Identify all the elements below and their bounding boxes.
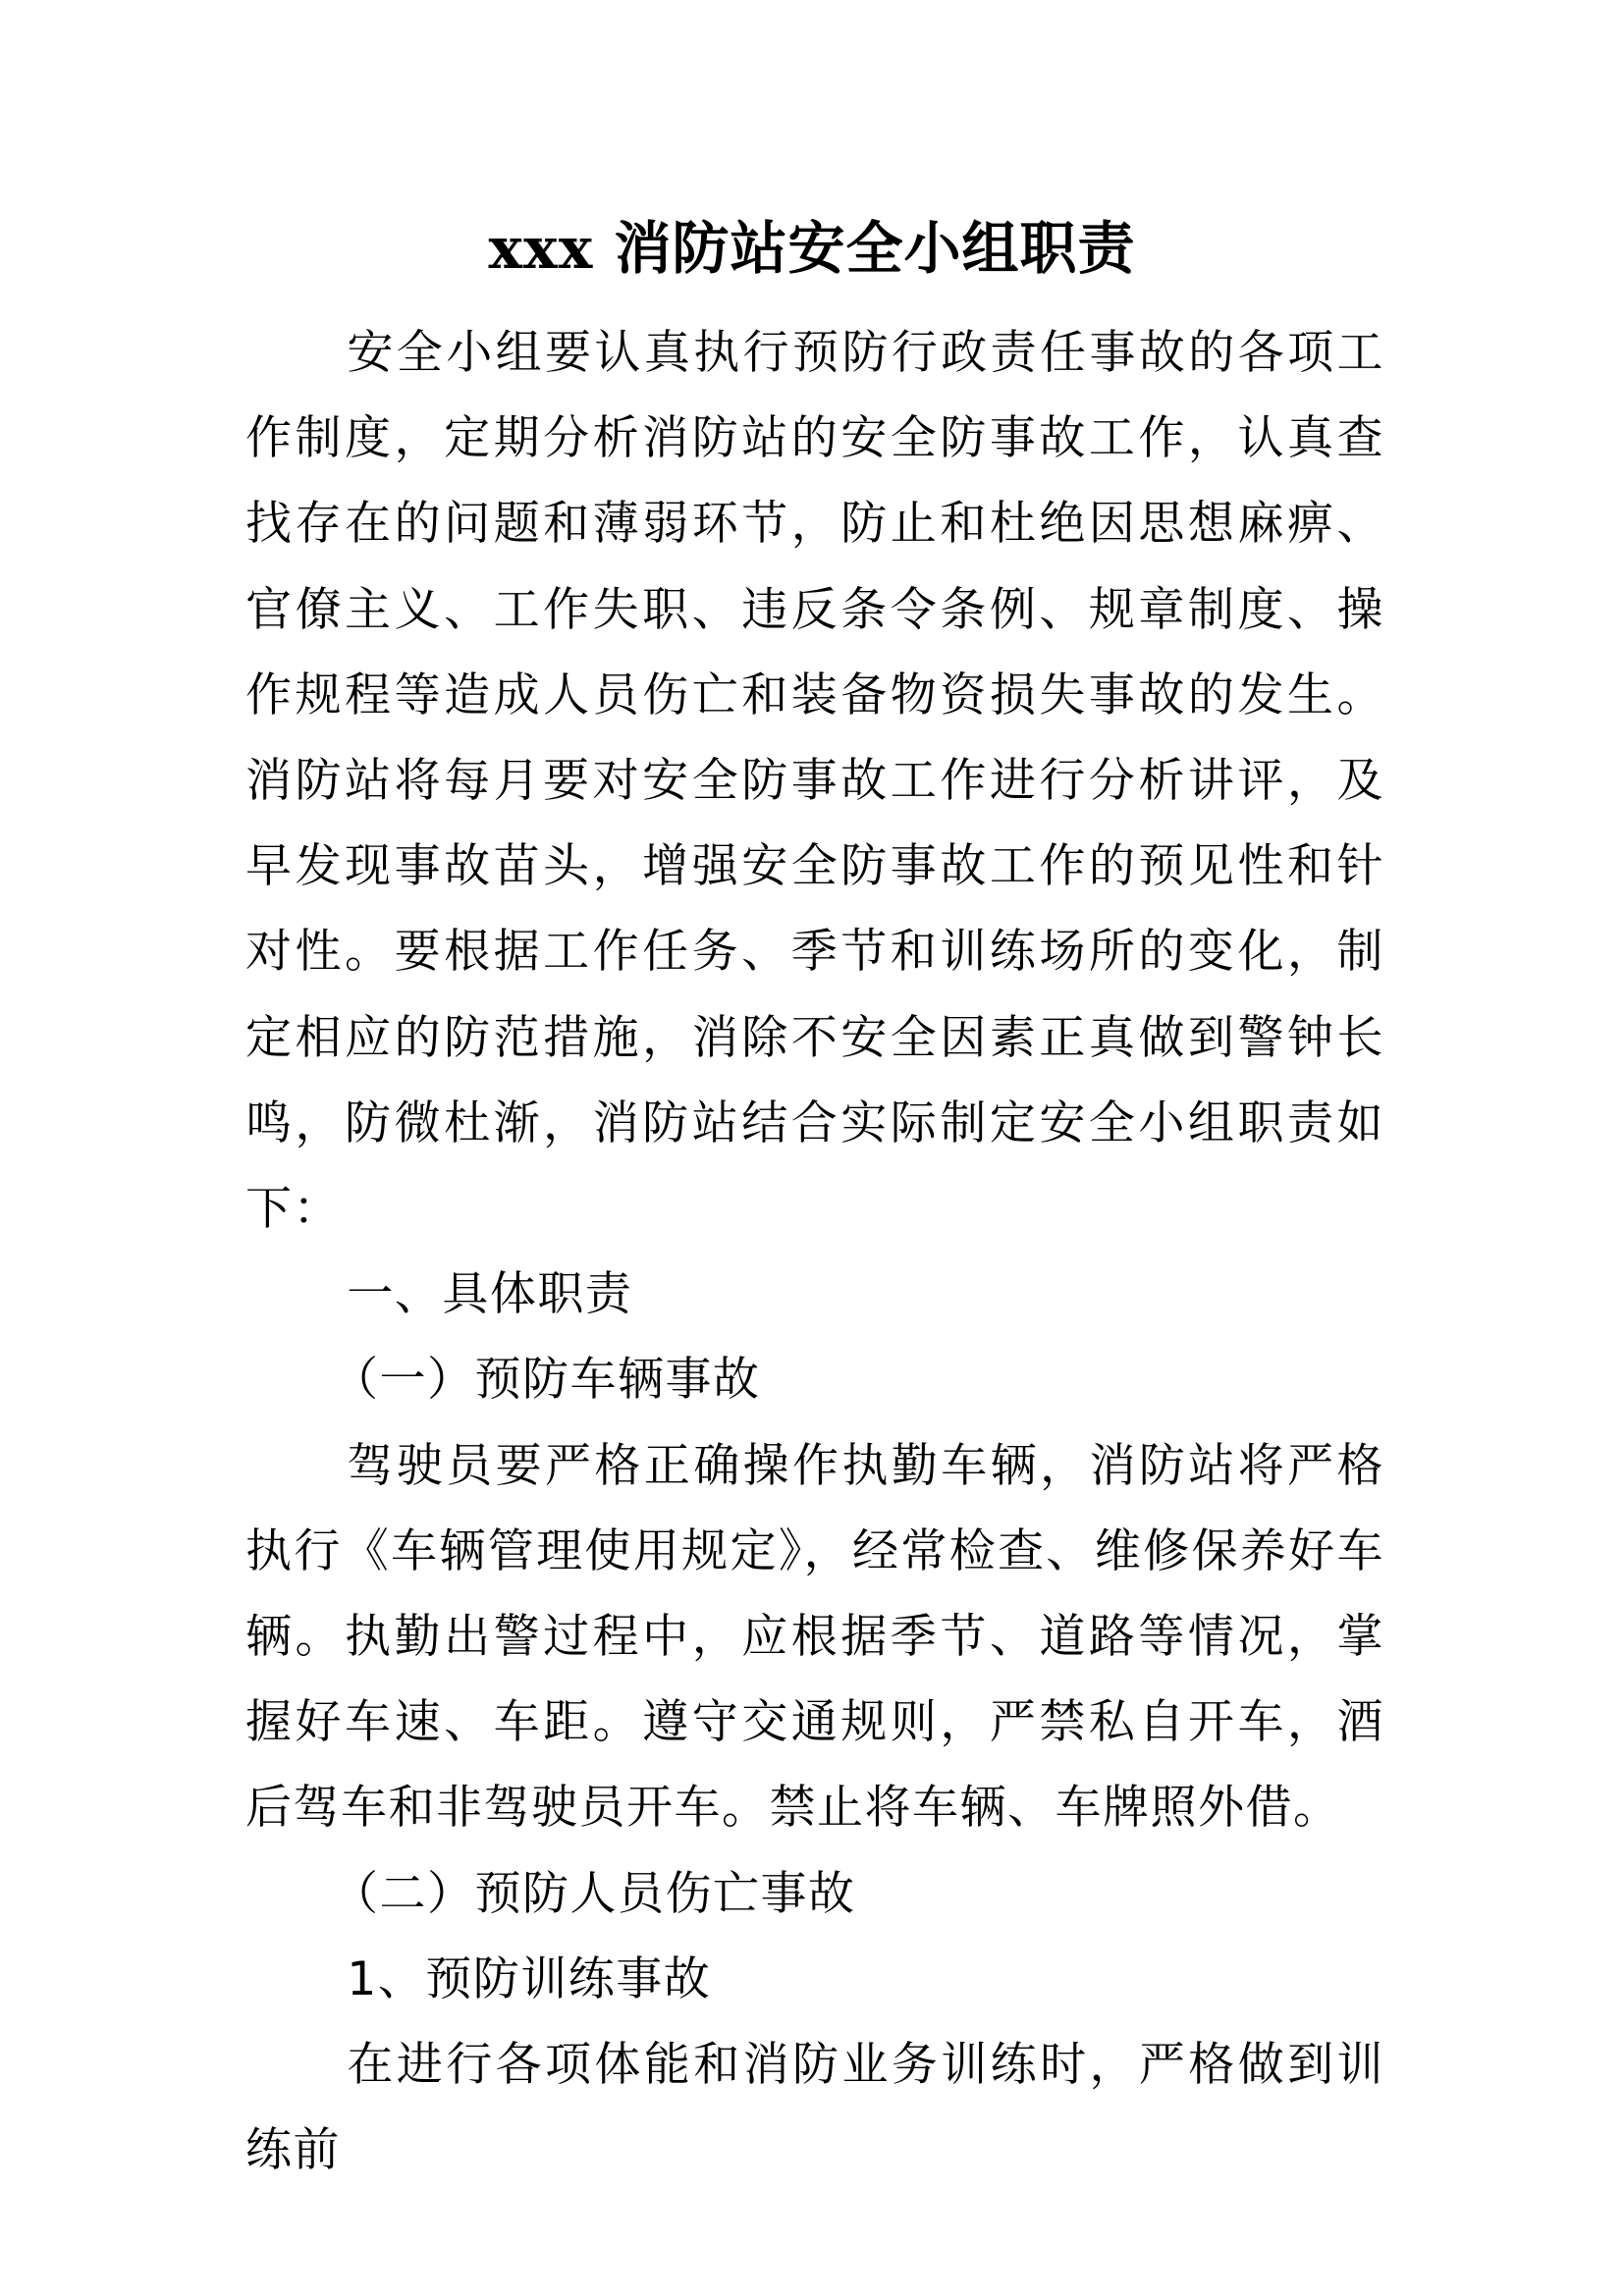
subsection-heading-vehicle: （一）预防车辆事故 xyxy=(332,1353,761,1408)
section-heading: 一、具体职责 xyxy=(347,1267,633,1322)
intro-paragraph: 安全小组要认真执行预防行政责任事故的各项工作制度，定期分析消防站的安全防事故工作，认真查找存在的问题和薄弱环节，防止和杜绝因思想麻痹、官僚主义、工作失职、违反条令条例、规章制度、操作规程等造成人员伤亡和装备物资损失事故的发生。消防站将每月要对安全防事故工作进行分析讲评，及早发现事故苗头，增强安全防事故工作的预见性和针对性。要根据工作任务、季节和训练场所的变化，制定相应的防范措施，消除不安全因素正真做到警钟长鸣，防微杜渐，消防站结合实际制定安全小组职责如下： xyxy=(245,326,1384,1237)
vehicle-accident-paragraph: 驾驶员要严格正确操作执勤车辆，消防站将严格执行《车辆管理使用规定》，经常检查、维修保养好车辆。执勤出警过程中，应根据季节、道路等情况，掌握好车速、车距。遵守交通规则，严禁私自开车，酒后驾车和非驾驶员开车。禁止将车辆、车牌照外借。 xyxy=(245,1438,1384,1836)
subsection-heading-personnel: （二）预防人员伤亡事故 xyxy=(332,1866,856,1921)
document-title: xxx 消防站安全小组职责 xyxy=(488,215,1136,282)
item-heading-training: 1、预防训练事故 xyxy=(347,1951,712,2006)
training-paragraph: 在进行各项体能和消防业务训练时，严格做到训练前 xyxy=(245,2038,1384,2178)
document-body xyxy=(245,310,1384,2193)
